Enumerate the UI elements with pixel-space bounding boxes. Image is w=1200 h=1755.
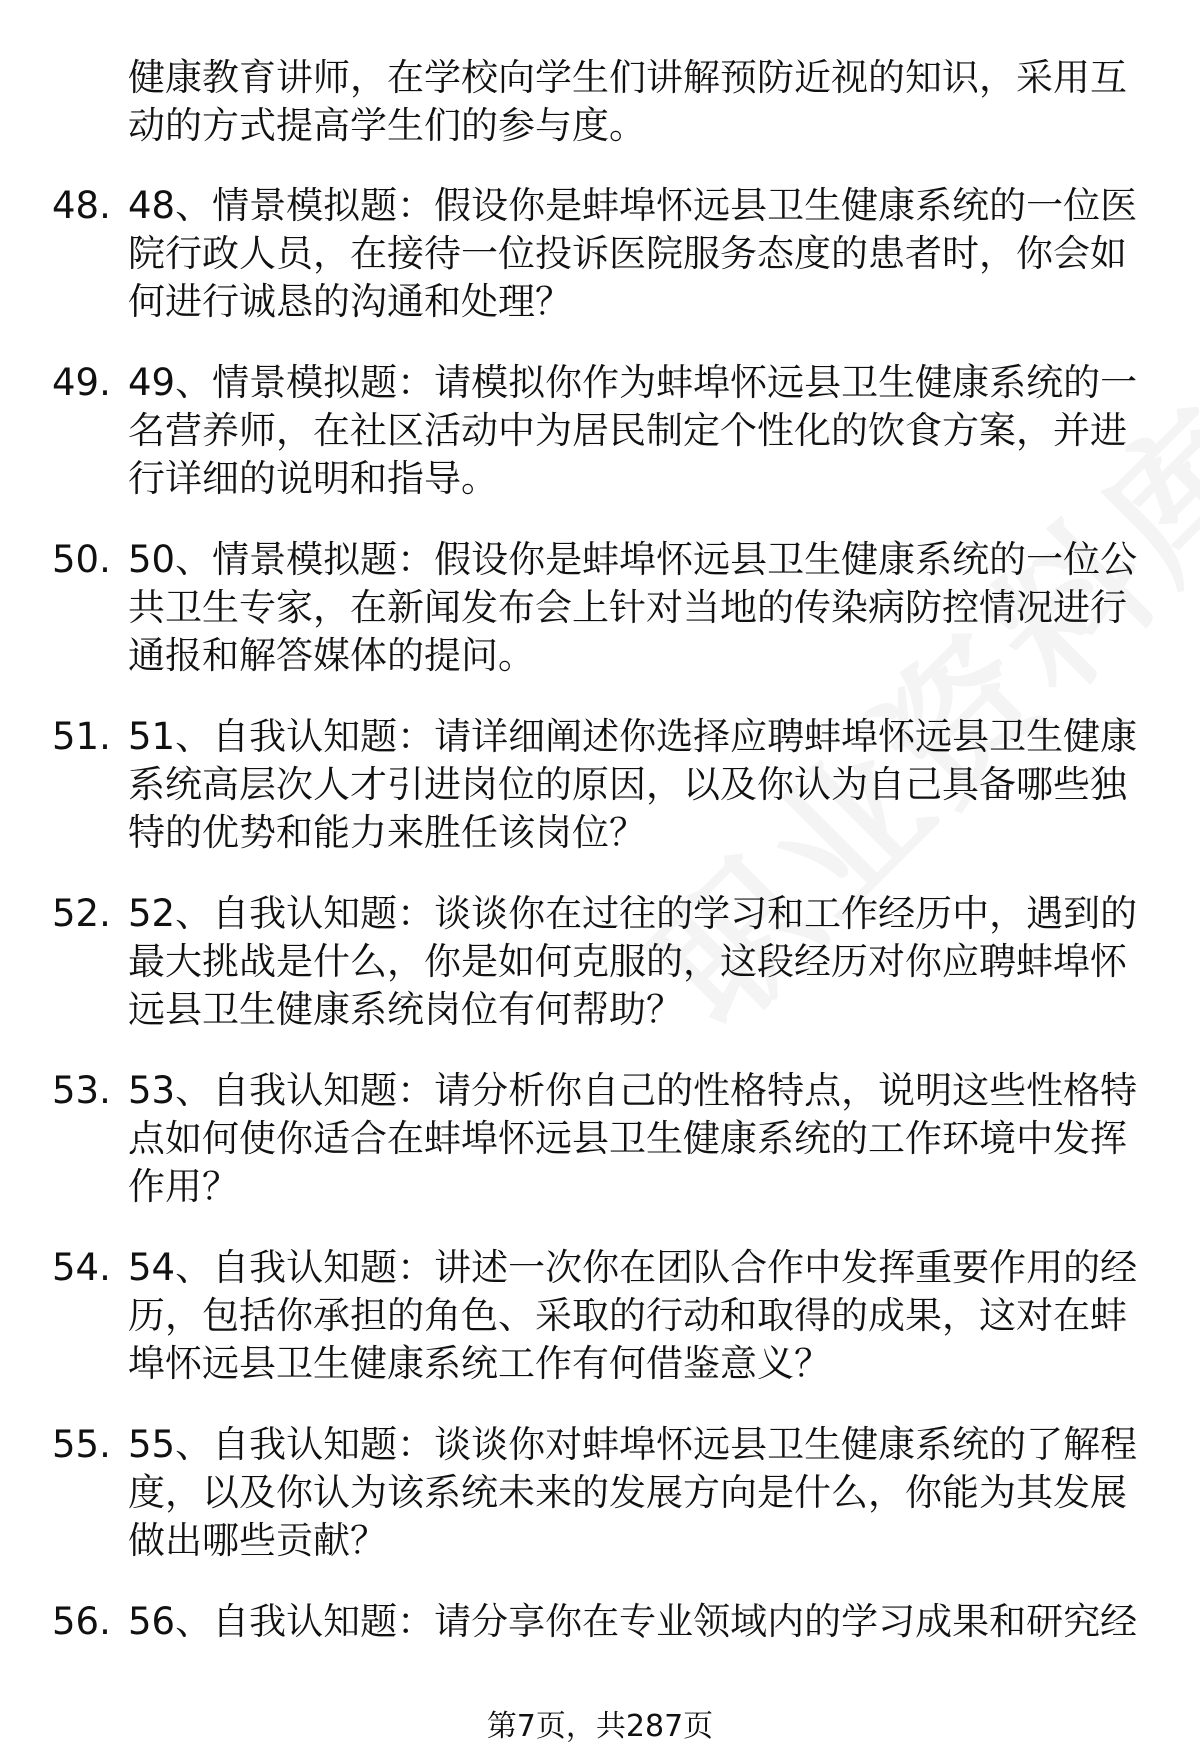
item-text: 50、情景模拟题：假设你是蚌埠怀远县卫生健康系统的一位公共卫生专家，在新闻发布会上针对当地的传染病防控情况进行通报和解答媒体的提问。 xyxy=(128,538,1138,677)
item-text: 53、自我认知题：请分析你自己的性格特点，说明这些性格特点如何使你适合在蚌埠怀远县卫生健康系统的工作环境中发挥作用？ xyxy=(128,1069,1138,1208)
list-item xyxy=(0,1067,1200,1211)
item-number: 49. xyxy=(52,361,111,404)
item-text: 48、情景模拟题：假设你是蚌埠怀远县卫生健康系统的一位医院行政人员，在接待一位投诉医院服务态度的患者时，你会如何进行诚恳的沟通和处理？ xyxy=(128,184,1138,323)
item-number: 54. xyxy=(52,1246,111,1289)
item-text: 52、自我认知题：谈谈你在过往的学习和工作经历中，遇到的最大挑战是什么，你是如何克服的，这段经历对你应聘蚌埠怀远县卫生健康系统岗位有何帮助？ xyxy=(128,892,1138,1031)
item-text: 54、自我认知题：讲述一次你在团队合作中发挥重要作用的经历，包括你承担的角色、采取的行动和取得的成果，这对在蚌埠怀远县卫生健康系统工作有何借鉴意义？ xyxy=(128,1246,1138,1385)
item-number: 53. xyxy=(52,1069,111,1112)
item-number: 51. xyxy=(52,715,111,758)
list-item xyxy=(0,536,1200,680)
list-item xyxy=(0,1421,1200,1565)
item-text: 49、情景模拟题：请模拟你作为蚌埠怀远县卫生健康系统的一名营养师，在社区活动中为居民制定个性化的饮食方案，并进行详细的说明和指导。 xyxy=(128,361,1138,500)
item-number: 52. xyxy=(52,892,111,935)
item-text: 55、自我认知题：谈谈你对蚌埠怀远县卫生健康系统的了解程度，以及你认为该系统未来的发展方向是什么，你能为其发展做出哪些贡献？ xyxy=(128,1423,1138,1562)
item-text: 51、自我认知题：请详细阐述你选择应聘蚌埠怀远县卫生健康系统高层次人才引进岗位的原因，以及你认为自己具备哪些独特的优势和能力来胜任该岗位？ xyxy=(128,715,1138,854)
item-number: 50. xyxy=(52,538,111,581)
item-text: 56、自我认知题：请分享你在专业领域内的学习成果和研究经 xyxy=(128,1600,1138,1643)
continued-text: 健康教育讲师，在学校向学生们讲解预防近视的知识，采用互动的方式提高学生们的参与度。 xyxy=(128,56,1127,147)
list-item xyxy=(0,1598,1200,1646)
item-number: 55. xyxy=(52,1423,111,1466)
list-item xyxy=(0,359,1200,503)
item-number: 48. xyxy=(52,184,111,227)
question-list xyxy=(0,54,1200,1679)
item-number: 56. xyxy=(52,1600,111,1643)
list-item xyxy=(0,182,1200,326)
list-item xyxy=(0,1244,1200,1388)
list-item xyxy=(0,890,1200,1034)
list-item xyxy=(0,713,1200,857)
page-footer: 第7页，共287页 xyxy=(486,1709,714,1744)
